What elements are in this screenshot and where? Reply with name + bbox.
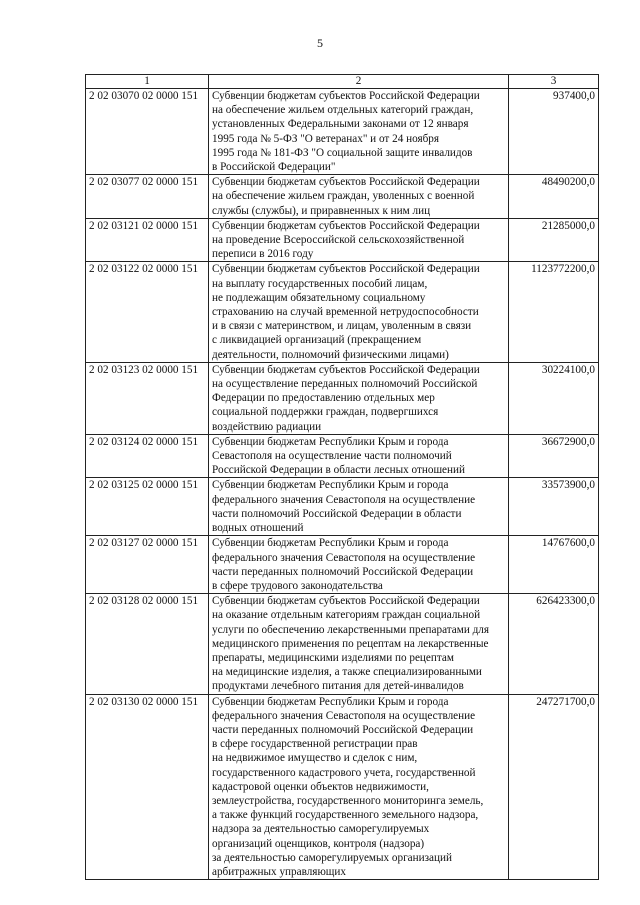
table-row	[86, 262, 599, 362]
table-row	[86, 218, 599, 262]
table-body	[86, 89, 599, 880]
subvention-description: Субвенции бюджетам субъектов Российской Федерации на осуществление переданных полномочий Российской Федерации по предоставлению отдельных мер социальной поддержки граждан, подвергшихся воздействию радиации	[209, 362, 509, 434]
subventions-table	[85, 74, 599, 880]
page-number: 5	[317, 36, 323, 50]
budget-code: 2 02 03077 02 0000 151	[86, 175, 209, 219]
table-row	[86, 478, 599, 536]
table-row	[86, 594, 599, 694]
subvention-description: Субвенции бюджетам субъектов Российской Федерации на обеспечение жильем граждан, уволенных с военной службы (службы), и приравненных к ним лиц	[209, 175, 509, 219]
subvention-description: Субвенции бюджетам субъектов Российской Федерации на оказание отдельным категориям граждан социальной услуги по обеспечению лекарственными препаратами для медицинского применения по рецептам на лекарственные препараты, медицинскими изделиями по рецептам на медицинские изделия, а также специализированными продуктами лечебного питания для детей-инвалидов	[209, 594, 509, 694]
budget-code: 2 02 03121 02 0000 151	[86, 218, 209, 262]
column-header-code: 1	[86, 75, 209, 89]
subvention-description: Субвенции бюджетам Республики Крым и города Севастополя на осуществление части полномочий Российской Федерации в области лесных отношений	[209, 434, 509, 478]
budget-code: 2 02 03070 02 0000 151	[86, 89, 209, 175]
subvention-amount: 626423300,0	[509, 594, 599, 694]
subvention-amount: 14767600,0	[509, 536, 599, 594]
column-header-amount: 3	[509, 75, 599, 89]
column-header-description: 2	[209, 75, 509, 89]
table-header	[86, 75, 599, 89]
budget-code: 2 02 03128 02 0000 151	[86, 594, 209, 694]
budget-code: 2 02 03123 02 0000 151	[86, 362, 209, 434]
table-row	[86, 362, 599, 434]
budget-code: 2 02 03130 02 0000 151	[86, 694, 209, 880]
subvention-amount: 30224100,0	[509, 362, 599, 434]
table-row	[86, 536, 599, 594]
header-row	[86, 75, 599, 89]
budget-code: 2 02 03125 02 0000 151	[86, 478, 209, 536]
subvention-amount: 21285000,0	[509, 218, 599, 262]
budget-code: 2 02 03122 02 0000 151	[86, 262, 209, 362]
table-row	[86, 175, 599, 219]
subvention-description: Субвенции бюджетам Республики Крым и города федерального значения Севастополя на осуществление части полномочий Российской Федерации в области водных отношений	[209, 478, 509, 536]
subvention-description: Субвенции бюджетам Республики Крым и города федерального значения Севастополя на осуществление части переданных полномочий Российской Федерации в сфере государственной регистрации прав на недвижимое имущество и сделок с ним, государственного кадастрового учета, государственной кадастровой оценки объектов недвижимости, землеустройства, государственного мониторинга земель, а также функций государственного земельного надзора, надзора за деятельностью саморегулируемых организаций оценщиков, контроля (надзора) за деятельностью саморегулируемых организаций арбитражных управляющих	[209, 694, 509, 880]
subvention-amount: 247271700,0	[509, 694, 599, 880]
subvention-amount: 33573900,0	[509, 478, 599, 536]
table-row	[86, 434, 599, 478]
subvention-description: Субвенции бюджетам субъектов Российской Федерации на обеспечение жильем отдельных категорий граждан, установленных Федеральными законами от 12 января 1995 года № 5-ФЗ "О ветеранах" и от 24 ноября 1995 года № 181-ФЗ "О социальной защите инвалидов в Российской Федерации"	[209, 89, 509, 175]
subvention-amount: 48490200,0	[509, 175, 599, 219]
subvention-description: Субвенции бюджетам Республики Крым и города федерального значения Севастополя на осуществление части переданных полномочий Российской Федерации в сфере трудового законодательства	[209, 536, 509, 594]
table-row	[86, 694, 599, 880]
subvention-amount: 937400,0	[509, 89, 599, 175]
table-row	[86, 89, 599, 175]
subvention-description: Субвенции бюджетам субъектов Российской Федерации на проведение Всероссийской сельскохозяйственной переписи в 2016 году	[209, 218, 509, 262]
subvention-amount: 36672900,0	[509, 434, 599, 478]
budget-code: 2 02 03124 02 0000 151	[86, 434, 209, 478]
subvention-description: Субвенции бюджетам субъектов Российской Федерации на выплату государственных пособий лицам, не подлежащим обязательному социальному страхованию на случай временной нетрудоспособности и в связи с материнством, и лицам, уволенным в связи с ликвидацией организаций (прекращением деятельности, полномочий физическими лицами)	[209, 262, 509, 362]
budget-code: 2 02 03127 02 0000 151	[86, 536, 209, 594]
subvention-amount: 1123772200,0	[509, 262, 599, 362]
